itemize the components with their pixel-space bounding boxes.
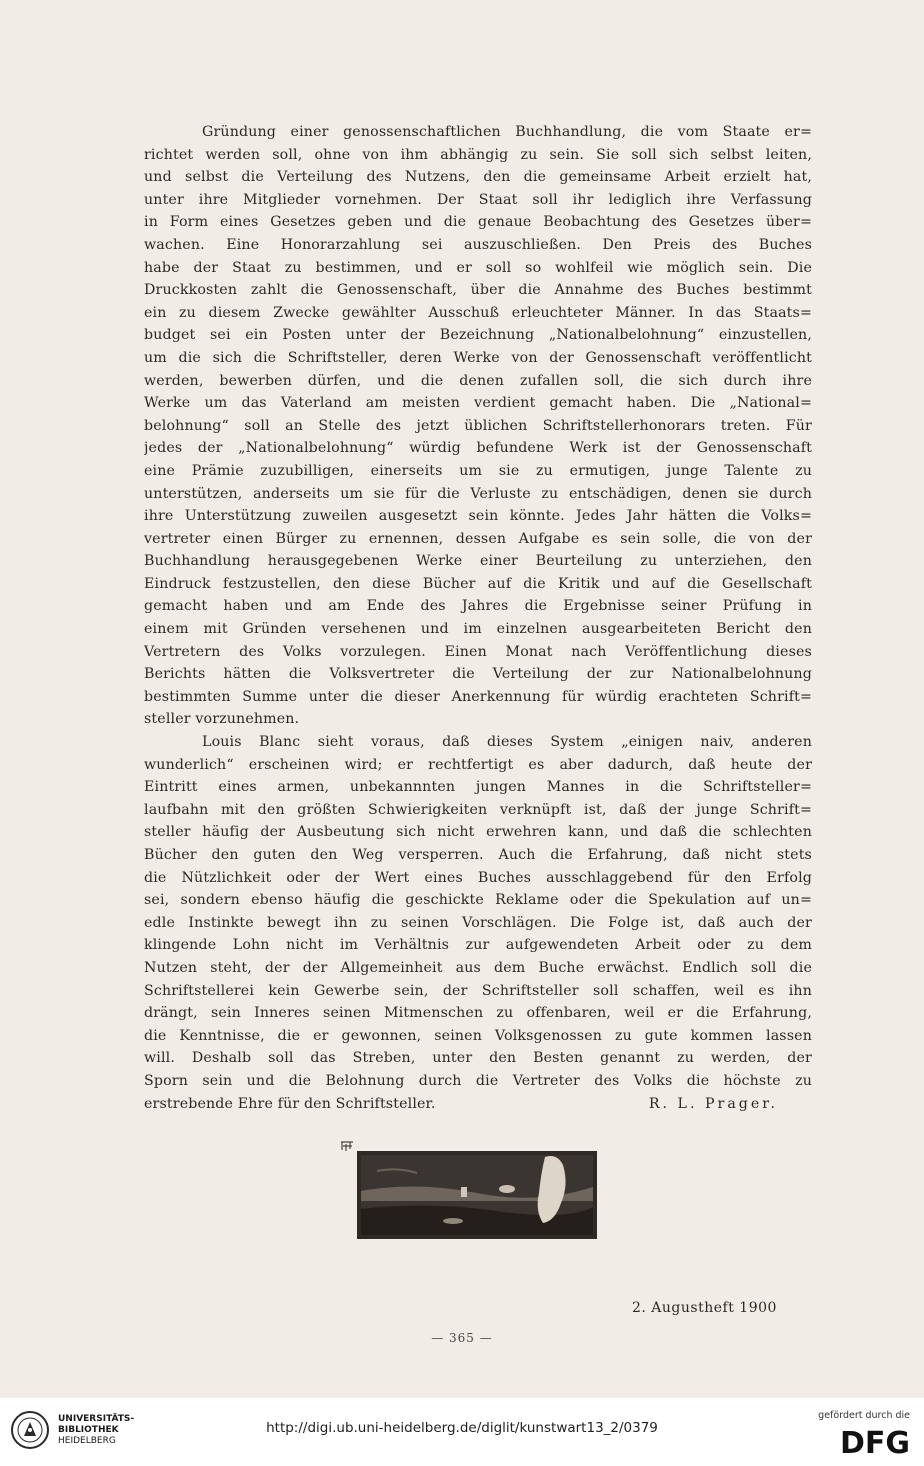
institution-line-3: HEIDELBERG <box>58 1436 116 1446</box>
text-line: Nutzen steht, der der Allgemeinheit aus dem Buche erwächst. Endlich soll die <box>144 959 812 976</box>
text-line: Schriftstellerei kein Gewerbe sein, der Schriftsteller soll schaffen, weil es ihn <box>144 982 812 999</box>
text-line: die Nützlichkeit oder der Wert eines Buches ausschlaggebend für den Erfolg <box>144 869 812 886</box>
text-line: sei, sondern ebenso häufig die geschickte Reklame oder die Spekulation auf un= <box>144 892 812 909</box>
text-line: belohnung“ soll an Stelle des jetzt üblichen Schriftstellerhonorars treten. Für <box>144 417 812 434</box>
text-line: bestimmten Summe unter die dieser Anerkennung für würdig erachteten Schrift= <box>144 688 812 705</box>
text-line: budget sei ein Posten unter der Bezeichnung „Nationalbelohnung“ einzustellen, <box>144 327 812 344</box>
text-line: Gründung einer genossenschaftlichen Buchhandlung, die vom Staate er= <box>202 124 812 140</box>
text-line: Buchhandlung herausgegebenen Werke einer Beurteilung zu unterziehen, den <box>144 553 812 570</box>
text-line: werden, bewerben dürfen, und die denen zufallen soll, die sich durch ihre <box>144 372 812 389</box>
article-text <box>144 121 812 1115</box>
text-line: unterstützen, anderseits um sie für die Verluste zu entschädigen, denen sie durch <box>144 485 812 502</box>
dfg-logo-text: DFG <box>839 1426 910 1456</box>
text-line: Sporn sein und die Belohnung durch die Vertreter des Volks die höchste zu <box>144 1072 812 1089</box>
text-line: Bücher den guten den Weg versperren. Auch die Erfahrung, daß nicht stets <box>144 847 812 863</box>
page-number: — 365 — <box>431 1331 493 1345</box>
text-line: Eintritt eines armen, unbekannnten jungen Mannes in die Schriftsteller= <box>144 779 812 796</box>
text-line: vertreter einen Bürger zu ernennen, dessen Aufgabe es sein solle, die von der <box>144 530 812 547</box>
text-line: steller häufig der Ausbeutung sich nicht erwehren kann, und daß die schlechten <box>144 824 812 841</box>
text-line: wachen. Eine Honorarzahlung sei auszuschließen. Den Preis des Buches <box>144 236 812 253</box>
text-line: richtet werden soll, ohne von ihm abhängig zu sein. Sie soll sich selbst leiten, <box>144 146 812 163</box>
vignette-illustration <box>357 1151 597 1239</box>
text-line: Louis Blanc sieht voraus, daß dieses System „einigen naiv, anderen <box>202 734 812 751</box>
text-line: und selbst die Verteilung des Nutzens, den die gemeinsame Arbeit erzielt hat, <box>144 169 812 186</box>
vignette-mark-icon <box>340 1140 354 1152</box>
text-line: klingende Lohn nicht im Verhältnis zur aufgewendeten Arbeit oder zu dem <box>144 937 812 954</box>
text-line: ein zu diesem Zwecke gewählter Ausschuß erleuchteter Männer. In das Staats= <box>144 304 812 321</box>
text-line: habe der Staat zu bestimmen, und er soll so wohlfeil wie möglich sein. Die <box>144 259 812 276</box>
digital-library-link[interactable]: http://digi.ub.uni-heidelberg.de/diglit/kunstwart13_2/0379 <box>266 1420 658 1436</box>
text-line: einem mit Gründen versehenen und im einzelnen ausgearbeiteten Bericht den <box>144 621 812 638</box>
text-line: jedes der „Nationalbelohnung“ würdig befundene Werk ist der Genossenschaft <box>144 440 812 457</box>
text-line: gemacht haben und am Ende des Jahres die Ergebnisse seiner Prüfung in <box>144 598 812 615</box>
text-line: drängt, sein Inneres seinen Mitmenschen zu offenbaren, weil er die Erfahrung, <box>144 1005 812 1022</box>
closing-line <box>144 1093 812 1116</box>
text-line: unter ihre Mitglieder vornehmen. Der Staat soll ihr lediglich ihre Verfassung <box>144 191 812 208</box>
dfg-logo-icon <box>820 1426 910 1456</box>
institution-line-1: UNIVERSITÄTS- <box>58 1414 135 1424</box>
text-line: eine Prämie zuzubilligen, einerseits um sie zu ermutigen, junge Talente zu <box>144 462 812 479</box>
text-line: um die sich die Schriftsteller, deren Werke von der Genossenschaft veröffentlicht <box>144 349 812 366</box>
funding-note: gefördert durch die <box>818 1410 910 1421</box>
text-line: wunderlich“ erscheinen wird; er rechtfertigt es aber dadurch, daß heute der <box>144 756 812 773</box>
text-line: Werke um das Vaterland am meisten verdient gemacht haben. Die „National= <box>144 395 812 412</box>
text-line: ihre Unterstützung zuweilen ausgesetzt sein könnte. Jedes Jahr hätten die Volks= <box>144 508 812 525</box>
text-line: die Kenntnisse, die er gewonnen, seinen Volksgenossen zu gute kommen lassen <box>144 1027 812 1044</box>
text-line: edle Instinkte bewegt ihn zu seinen Vorschlägen. Die Folge ist, daß auch der <box>144 914 812 931</box>
text-line: Druckkosten zahlt die Genossenschaft, über die Annahme des Buches bestimmt <box>144 282 812 299</box>
closing-text: erstrebende Ehre für den Schriftsteller. <box>144 1095 436 1112</box>
text-line: in Form eines Gesetzes geben und die genaue Beobachtung des Gesetzes über= <box>144 214 812 231</box>
author-signature: R. L. Prager. <box>648 1095 778 1112</box>
footer-bar <box>0 1398 924 1466</box>
text-line: laufbahn mit den größten Schwierigkeiten verknüpft ist, daß der junge Schrift= <box>144 801 812 818</box>
text-line: Vertretern des Volks vorzulegen. Einen Monat nach Veröffentlichung dieses <box>144 643 812 660</box>
institution-line-2: BIBLIOTHEK <box>58 1425 119 1435</box>
text-line: Eindruck festzustellen, den diese Bücher auf die Kritik und auf die Gesellschaft <box>144 575 812 592</box>
text-line: will. Deshalb soll das Streben, unter den Besten genannt zu werden, der <box>144 1050 812 1067</box>
issue-label: 2. Augustheft 1900 <box>632 1300 777 1316</box>
text-line: Berichts hätten die Volksvertreter die Verteilung der zur Nationalbelohnung <box>144 666 812 683</box>
text-line: steller vorzunehmen. <box>144 711 300 728</box>
